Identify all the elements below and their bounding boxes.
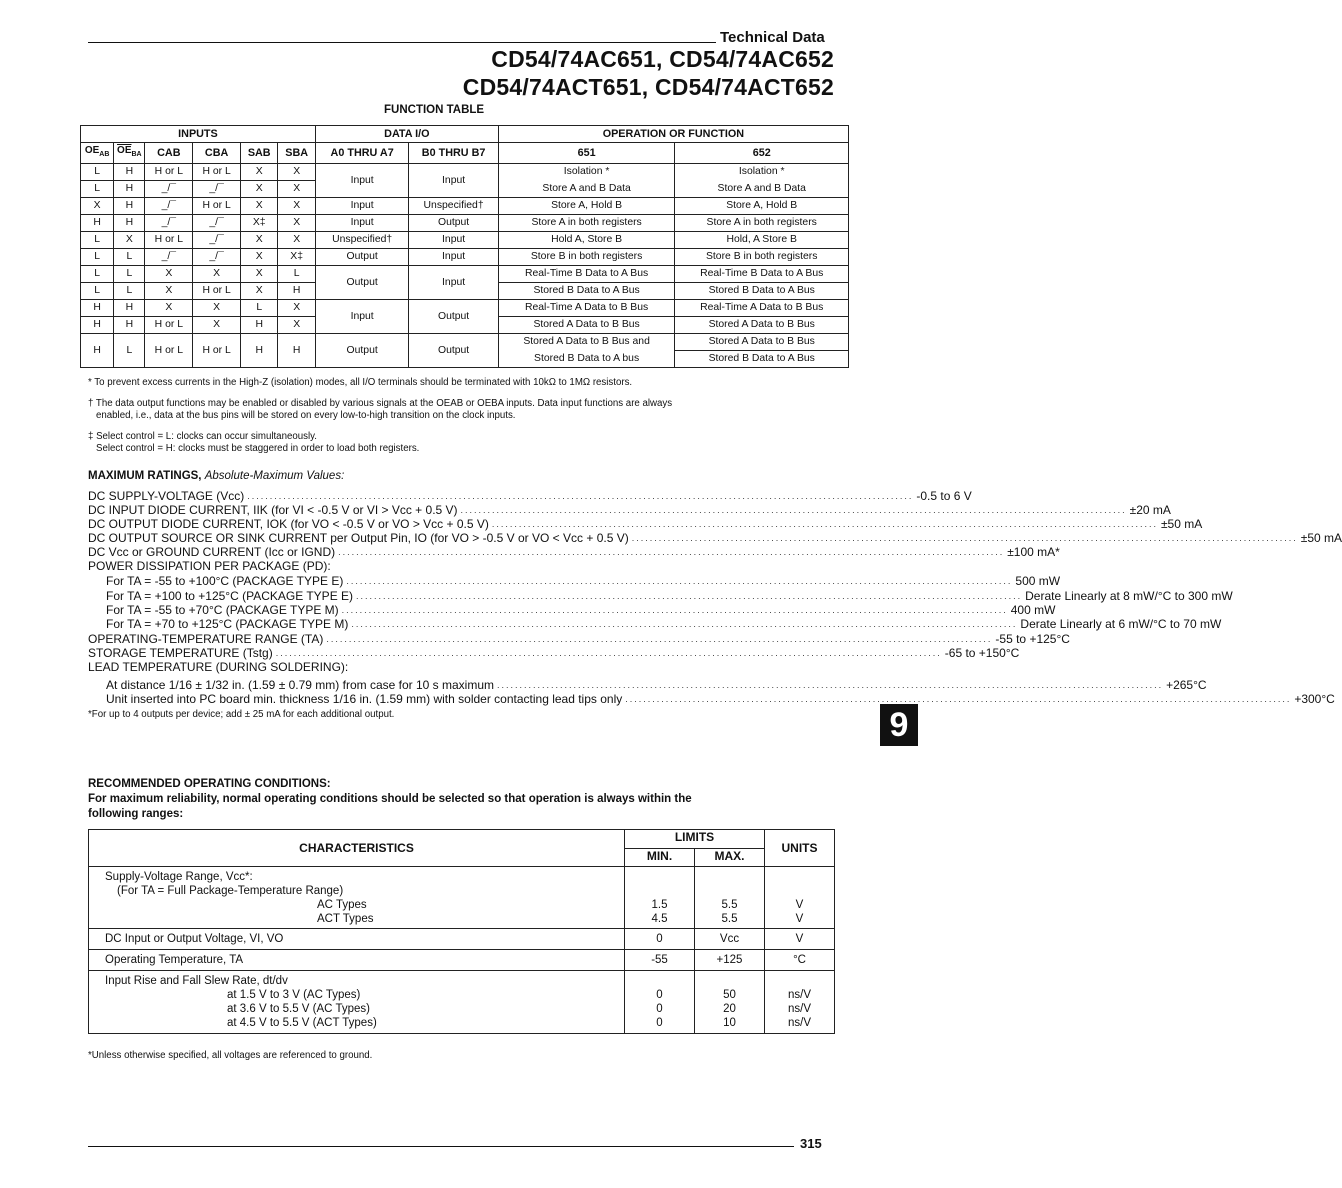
note-ddagger-2: Select control = H: clocks must be staggered in order to load both registers. [96, 443, 420, 454]
cell: H [114, 181, 145, 198]
cell: Output [409, 334, 498, 368]
recommended-subheading-1: For maximum reliability, normal operating conditions should be selected so that operation is always within the [88, 793, 692, 805]
header-rule [88, 42, 716, 43]
rating-value: 400 mW [1010, 603, 1056, 617]
rating-value: ±50 mA [1160, 517, 1203, 531]
max-ratings-heading-italic: Absolute-Maximum Values: [204, 470, 345, 482]
col-limits: LIMITS [625, 830, 765, 849]
table-row [81, 266, 849, 283]
rating-label: DC Vcc or GROUND CURRENT (Icc or IGND) [88, 545, 336, 559]
cell: Input [409, 232, 498, 249]
function-table-title: FUNCTION TABLE [384, 104, 485, 116]
recommended-footnote: *Unless otherwise specified, all voltages are referenced to ground. [88, 1050, 373, 1061]
cell: H or L [145, 232, 193, 249]
section-tab: 9 [880, 704, 918, 746]
cell: Stored A Data to B Bus [498, 317, 675, 334]
cell: Unspecified† [315, 232, 409, 249]
table-row [81, 249, 849, 266]
rating-row [106, 617, 1222, 631]
cell: X [278, 181, 315, 198]
cell: H [114, 215, 145, 232]
table-row [89, 929, 835, 950]
table-row [81, 215, 849, 232]
cell: Stored B Data to A bus [498, 351, 675, 368]
max-ratings-heading [88, 470, 344, 482]
group-operation: OPERATION OR FUNCTION [498, 126, 848, 143]
cell: Output [409, 215, 498, 232]
leader-dots: .................................................................................................................................................... [351, 619, 1018, 629]
dc-io-unit: V [765, 929, 835, 950]
max-ratings-footnote: *For up to 4 outputs per device; add ± 25 mA for each additional output. [88, 709, 395, 720]
slew-r1-min: 0 [656, 989, 663, 1001]
col-a0-a7: A0 THRU A7 [315, 143, 409, 164]
cell: X [241, 164, 278, 181]
cell: X [241, 283, 278, 300]
supply-min [625, 867, 695, 929]
leader-dots: .................................................................................................................................................... [341, 605, 1008, 615]
cell: H or L [193, 198, 241, 215]
rating-label: OPERATING-TEMPERATURE RANGE (TA) [88, 632, 324, 646]
dc-io-label: DC Input or Output Voltage, VI, VO [89, 929, 625, 950]
cell: H or L [145, 334, 193, 368]
cell: Unspecified† [409, 198, 498, 215]
supply-ac-types: AC Types [317, 899, 367, 911]
cell: Stored A Data to B Bus [675, 334, 849, 351]
rating-value: ±20 mA [1129, 503, 1171, 517]
cell: H [114, 164, 145, 181]
cell: _/¯ [193, 232, 241, 249]
rating-row [106, 574, 1061, 588]
rating-label: For TA = +70 to +125°C (PACKAGE TYPE M) [106, 617, 349, 631]
col-cab: CAB [145, 143, 193, 164]
col-b0-b7: B0 THRU B7 [409, 143, 498, 164]
cell: X [278, 300, 315, 317]
col-max: MAX. [695, 848, 765, 867]
cell: X [278, 198, 315, 215]
slew-r1-unit: ns/V [788, 989, 812, 1001]
cell: L [81, 232, 114, 249]
rating-row [88, 489, 972, 503]
col-cba: CBA [193, 143, 241, 164]
rating-row [88, 531, 1342, 545]
note-ddagger-1: ‡ Select control = L: clocks can occur simultaneously. [88, 431, 317, 442]
leader-dots: .................................................................................................................................................... [356, 591, 1023, 601]
cell: _/¯ [193, 249, 241, 266]
slew-cell [89, 971, 625, 1034]
slew-label: Input Rise and Fall Slew Rate, dt/dv [105, 975, 288, 987]
cell: Input [409, 164, 498, 198]
recommended-heading [88, 777, 692, 822]
cell: X [278, 164, 315, 181]
dc-io-max: Vcc [695, 929, 765, 950]
rating-row [88, 559, 840, 573]
rating-label: DC SUPPLY-VOLTAGE (Vcc) [88, 489, 245, 503]
cell: X [278, 232, 315, 249]
rating-row [88, 646, 1020, 660]
cell: X [193, 317, 241, 334]
cell: H [81, 317, 114, 334]
rating-label: DC INPUT DIODE CURRENT, IIK (for VI < -0.5 V or VI > Vcc + 0.5 V) [88, 503, 458, 517]
cell: Input [315, 198, 409, 215]
cell: L [81, 283, 114, 300]
cell: H [81, 300, 114, 317]
slew-min [625, 971, 695, 1034]
cell: L [114, 334, 145, 368]
leader-dots: .................................................................................................................................................... [346, 576, 1013, 586]
cell: Input [315, 300, 409, 334]
slew-max [695, 971, 765, 1034]
supply-max [695, 867, 765, 929]
rating-value: +265°C [1166, 678, 1207, 692]
rating-label: STORAGE TEMPERATURE (Tstg) [88, 646, 273, 660]
cell: Real-Time A Data to B Bus [498, 300, 675, 317]
rating-row [88, 517, 1203, 531]
supply-act-unit: V [795, 913, 804, 925]
table-row [81, 198, 849, 215]
slew-row-1: at 1.5 V to 3 V (AC Types) [227, 989, 361, 1001]
cell: _/¯ [145, 249, 193, 266]
recommended-table [88, 829, 835, 1034]
cell: Stored A Data to B Bus [675, 317, 849, 334]
slew-units [765, 971, 835, 1034]
slew-r1-max: 50 [723, 989, 736, 1001]
table-row [81, 232, 849, 249]
cell: X [193, 300, 241, 317]
leader-dots: .................................................................................................................................................... [631, 533, 1298, 543]
group-data-io: DATA I/O [315, 126, 498, 143]
slew-r2-max: 20 [723, 1003, 736, 1015]
title-line-2: CD54/74ACT651, CD54/74ACT652 [462, 74, 834, 100]
note-dagger-1: † The data output functions may be enabled or disabled by various signals at the OEAB or OEBA inputs. Data input functions are always [88, 398, 673, 409]
cell: Input [315, 164, 409, 198]
rating-label: Unit inserted into PC board min. thickness 1/16 in. (1.59 mm) with solder contacting lead tips only [106, 692, 623, 706]
cell: X [145, 300, 193, 317]
rating-label: For TA = -55 to +100°C (PACKAGE TYPE E) [106, 574, 344, 588]
rating-row [88, 660, 840, 674]
footer-rule [88, 1146, 794, 1147]
rating-value: ±50 mA [1300, 531, 1342, 545]
technical-data-label: Technical Data [720, 29, 825, 46]
supply-condition: (For TA = Full Package-Temperature Range) [117, 885, 344, 897]
cell: Stored B Data to A Bus [675, 283, 849, 300]
cell: Isolation * [675, 164, 849, 181]
cell: Store B in both registers [675, 249, 849, 266]
cell: X [278, 215, 315, 232]
cell: H or L [193, 164, 241, 181]
cell: H [278, 283, 315, 300]
table-row [89, 867, 835, 929]
rating-row [106, 692, 1335, 706]
page-number: 315 [800, 1136, 822, 1151]
cell: Stored A Data to B Bus and [498, 334, 675, 351]
supply-act-max: 5.5 [721, 913, 738, 925]
leader-dots: .................................................................................................................................................... [491, 519, 1158, 529]
note-star: * To prevent excess currents in the High-Z (isolation) modes, all I/O terminals should be terminated with 10kΩ to 1MΩ resistors. [88, 377, 633, 388]
cell: Store A and B Data [675, 181, 849, 198]
cell: Output [315, 334, 409, 368]
cell: L [114, 266, 145, 283]
cell: L [241, 300, 278, 317]
slew-r2-unit: ns/V [788, 1003, 812, 1015]
cell: L [278, 266, 315, 283]
rating-label: POWER DISSIPATION PER PACKAGE (PD): [88, 559, 331, 573]
cell: X‡ [241, 215, 278, 232]
col-characteristics: CHARACTERISTICS [89, 830, 625, 867]
slew-row-3: at 4.5 V to 5.5 V (ACT Types) [227, 1017, 377, 1029]
rating-value: Derate Linearly at 8 mW/°C to 300 mW [1025, 589, 1233, 603]
cell: Output [409, 300, 498, 334]
rating-label: LEAD TEMPERATURE (DURING SOLDERING): [88, 660, 349, 674]
rating-value: -65 to +150°C [944, 646, 1020, 660]
cell: Stored B Data to A Bus [498, 283, 675, 300]
rating-value: Derate Linearly at 6 mW/°C to 70 mW [1020, 617, 1222, 631]
table-row [81, 334, 849, 351]
cell: H [241, 317, 278, 334]
table-row [81, 164, 849, 181]
cell: X [81, 198, 114, 215]
rating-label: For TA = -55 to +70°C (PACKAGE TYPE M) [106, 603, 339, 617]
cell: X [241, 249, 278, 266]
rating-label: At distance 1/16 ± 1/32 in. (1.59 ± 0.79 mm) from case for 10 s maximum [106, 678, 494, 692]
rating-value: +300°C [1294, 692, 1335, 706]
cell: Isolation * [498, 164, 675, 181]
leader-dots: .................................................................................................................................................... [326, 634, 993, 644]
note-dagger-2: enabled, i.e., data at the bus pins will be stored on every low-to-high transition on the clock inputs. [96, 410, 516, 421]
cell: X [241, 181, 278, 198]
cell: _/¯ [145, 181, 193, 198]
leader-dots: .................................................................................................................................................... [275, 648, 942, 658]
col-sba: SBA [278, 143, 315, 164]
cell: L [81, 266, 114, 283]
group-inputs: INPUTS [81, 126, 316, 143]
leader-dots: .................................................................................................................................................... [338, 547, 1005, 557]
rating-label: For TA = +100 to +125°C (PACKAGE TYPE E) [106, 589, 354, 603]
supply-ac-min: 1.5 [651, 899, 668, 911]
col-min: MIN. [625, 848, 695, 867]
temp-label: Operating Temperature, TA [89, 950, 625, 971]
table-row [89, 950, 835, 971]
cell: H or L [193, 334, 241, 368]
recommended-subheading-2: following ranges: [88, 808, 184, 820]
cell: H [278, 334, 315, 368]
recommended-heading-text: RECOMMENDED OPERATING CONDITIONS: [88, 778, 331, 790]
col-units: UNITS [765, 830, 835, 867]
cell: H or L [145, 164, 193, 181]
cell: X [241, 198, 278, 215]
cell: Real-Time A Data to B Bus [675, 300, 849, 317]
slew-r2-min: 0 [656, 1003, 663, 1015]
cell: H [81, 334, 114, 368]
cell: X [241, 232, 278, 249]
cell: X [278, 317, 315, 334]
supply-ac-max: 5.5 [721, 899, 738, 911]
cell: Store A, Hold B [675, 198, 849, 215]
rating-row [88, 545, 1060, 559]
cell: Hold, A Store B [675, 232, 849, 249]
cell: L [81, 181, 114, 198]
title-line-1: CD54/74AC651, CD54/74AC652 [491, 46, 834, 72]
cell: Store A in both registers [498, 215, 675, 232]
cell: Store A and B Data [498, 181, 675, 198]
cell: H [114, 317, 145, 334]
cell: L [81, 249, 114, 266]
cell: _/¯ [145, 198, 193, 215]
cell: X [114, 232, 145, 249]
cell: H [114, 198, 145, 215]
rating-label: DC OUTPUT DIODE CURRENT, IOK (for VO < -0.5 V or VO > Vcc + 0.5 V) [88, 517, 489, 531]
leader-dots: .................................................................................................................................................... [625, 694, 1292, 704]
rating-row [106, 678, 1207, 692]
supply-act-min: 4.5 [651, 913, 668, 925]
cell: H or L [193, 283, 241, 300]
rating-row [106, 603, 1056, 617]
temp-unit: °C [765, 950, 835, 971]
cell: Stored B Data to A Bus [675, 351, 849, 368]
leader-dots: .................................................................................................................................................... [460, 505, 1127, 515]
table-row [89, 971, 835, 1034]
cell: _/¯ [193, 215, 241, 232]
supply-act-types: ACT Types [317, 913, 374, 925]
slew-r3-unit: ns/V [788, 1017, 812, 1029]
cell: L [81, 164, 114, 181]
cell: H [241, 334, 278, 368]
rating-value: -55 to +125°C [995, 632, 1070, 646]
col-sab: SAB [241, 143, 278, 164]
slew-row-2: at 3.6 V to 5.5 V (AC Types) [227, 1003, 370, 1015]
slew-r3-max: 10 [723, 1017, 736, 1029]
cell: X‡ [278, 249, 315, 266]
cell: Real-Time B Data to A Bus [675, 266, 849, 283]
cell: X [145, 266, 193, 283]
cell: _/¯ [193, 181, 241, 198]
cell: X [145, 283, 193, 300]
function-table [80, 125, 849, 368]
cell: Hold A, Store B [498, 232, 675, 249]
cell: L [114, 249, 145, 266]
supply-units [765, 867, 835, 929]
col-oeba: $\overline{OE}_{BA}$ [114, 143, 145, 164]
cell: H [81, 215, 114, 232]
table-row [81, 300, 849, 317]
rating-value: 500 mW [1015, 574, 1061, 588]
rating-value: -0.5 to 6 V [916, 489, 972, 503]
cell: H or L [145, 317, 193, 334]
rating-row [106, 589, 1233, 603]
cell: Input [409, 249, 498, 266]
cell: X [241, 266, 278, 283]
cell: Real-Time B Data to A Bus [498, 266, 675, 283]
cell: Input [315, 215, 409, 232]
leader-dots: .................................................................................................................................................... [247, 491, 914, 501]
temp-max: +125 [695, 950, 765, 971]
max-ratings-heading-bold: MAXIMUM RATINGS, [88, 470, 202, 482]
cell: X [193, 266, 241, 283]
slew-r3-min: 0 [656, 1017, 663, 1029]
leader-dots: .................................................................................................................................................... [497, 680, 1164, 690]
cell: Output [315, 249, 409, 266]
cell: Store B in both registers [498, 249, 675, 266]
col-652: 652 [675, 143, 849, 164]
cell: Input [409, 266, 498, 300]
cell: Store A, Hold B [498, 198, 675, 215]
supply-cell [89, 867, 625, 929]
supply-ac-unit: V [795, 899, 804, 911]
rating-row [88, 503, 1171, 517]
rating-label: DC OUTPUT SOURCE OR SINK CURRENT per Output Pin, IO (for VO > -0.5 V or VO < Vcc + 0.5 V) [88, 531, 629, 545]
cell: _/¯ [145, 215, 193, 232]
cell: Output [315, 266, 409, 300]
temp-min: -55 [625, 950, 695, 971]
col-651: 651 [498, 143, 675, 164]
cell: H [114, 300, 145, 317]
dc-io-min: 0 [625, 929, 695, 950]
rating-row [88, 632, 1070, 646]
rating-value: ±100 mA* [1007, 545, 1060, 559]
cell: L [114, 283, 145, 300]
col-oeab: $OE_{AB}$ [81, 143, 114, 164]
cell: Store A in both registers [675, 215, 849, 232]
supply-label: Supply-Voltage Range, Vcc*: [105, 871, 253, 883]
